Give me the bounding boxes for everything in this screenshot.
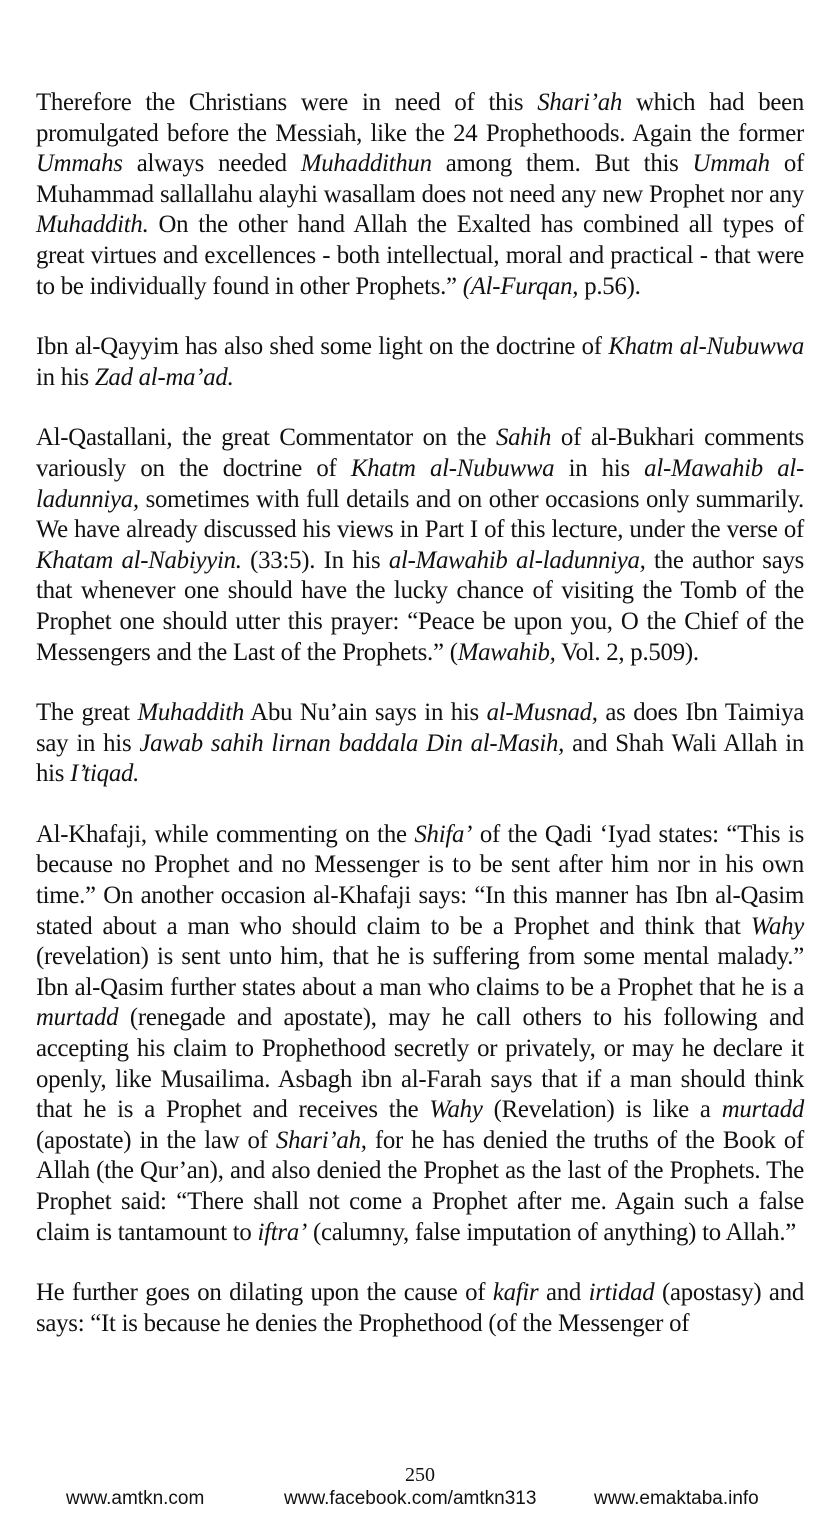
italic-term: Muhaddithun: [300, 150, 432, 178]
footer-link-amtkn[interactable]: www.amtkn.com: [66, 1488, 205, 1509]
text-run: of al-Bukhari comments variously on the doctrine of: [36, 424, 805, 482]
text-run: the author says that whenever one should have the lucky chance of visiting the Tomb of the Prophet one should utter this prayer: “Peace be upon you, O the Chief of the Messengers and the Last of the Prophets.” (: [36, 546, 804, 666]
text-run: as does Ibn Taimiya say in his: [36, 699, 804, 757]
italic-term: Wahy: [750, 912, 804, 940]
paragraph: [36, 820, 804, 1248]
italic-term: irtidad: [588, 1279, 655, 1307]
paragraph: [36, 88, 804, 302]
text-run: and Shah Wali Allah in his: [36, 729, 804, 788]
italic-term: al-Mawahib al-ladunniya,: [36, 454, 804, 513]
italic-term: Muhaddith.: [36, 211, 149, 239]
italic-term: Khatm al-Nubuwwa: [608, 333, 804, 361]
italic-term: I’tiqad.: [70, 760, 140, 788]
italic-term: al-Musnad,: [486, 699, 598, 727]
italic-term: (Al-Furqan,: [462, 272, 579, 300]
italic-term: Khatm al-Nubuwwa: [350, 454, 555, 482]
text-run: in his: [554, 454, 645, 482]
text-run: for he has denied the truths of the Book of Allah (the Qur’an), and also denied the Prophet as the last of the Prophets. The Prophet said: “There shall not come a Prophet after me. Again such a false claim is tantamount to: [36, 1126, 804, 1246]
italic-term: iftra’: [257, 1218, 307, 1246]
paragraph: [36, 698, 804, 790]
text-run: (apostate) in the law of: [36, 1126, 276, 1154]
text-run: p.56).: [578, 272, 641, 300]
text-run: of Muhammad sallallahu alayhi wasallam does not need any new Prophet nor any: [36, 150, 805, 208]
text-run: among them. But this: [431, 150, 693, 178]
paragraph: [36, 1278, 804, 1339]
footer-link-facebook[interactable]: www.facebook.com/amtkn313: [284, 1488, 537, 1509]
italic-term: Muhaddith: [137, 699, 245, 727]
text-run: and: [538, 1279, 589, 1307]
text-run: Therefore the Christians were in need of this: [36, 89, 538, 116]
text-run: sometimes with full details and on other occasions only summarily. We have already discussed his views in Part I of this lecture, under the verse of: [36, 485, 804, 544]
text-run: Abu Nu’ain says in his: [244, 699, 487, 727]
text-run: Ibn al-Qayyim has also shed some light on the doctrine of: [36, 333, 609, 361]
italic-term: Mawahib,: [457, 638, 556, 666]
text-run: The great: [36, 699, 138, 727]
text-run: (renegade and apostate), may he call others to his following and accepting his claim to Prophethood secretly or privately, or may he declare it openly, like Musailima. Asbagh ibn al-Farah says that if a man should think that he is a Prophet and receives the: [36, 1004, 804, 1124]
italic-term: kafir: [492, 1279, 539, 1307]
italic-term: Ummahs: [36, 150, 123, 178]
italic-term: Jawab sahih lirnan baddala Din al-Masih,: [139, 729, 565, 757]
text-run: Al-Qastallani, the great Commentator on the: [36, 424, 496, 452]
text-run: Vol. 2, p.509).: [555, 638, 699, 666]
text-run: (revelation) is sent unto him, that he is suffering from some mental malady.” Ibn al-Qasim further states about a man who claims to be a Prophet that he is a: [36, 943, 804, 1001]
italic-term: Wahy: [429, 1096, 483, 1124]
italic-term: murtadd: [36, 1004, 119, 1032]
italic-term: Shari’ah,: [275, 1126, 367, 1154]
text-run: of the Qadi ‘Iyad states: “This is because no Prophet and no Messenger is to be sent after him nor in his own time.” On another occasion al-Khafaji says: “In this manner has Ibn al-Qasim stated about a man who should claim to be a Prophet and think that: [36, 820, 804, 940]
text-run: (calumny, false imputation of anything) to Allah.”: [307, 1218, 797, 1246]
italic-term: Sahih: [495, 424, 552, 452]
footer: [0, 1488, 840, 1518]
footer-link-emaktaba[interactable]: www.emaktaba.info: [594, 1488, 759, 1509]
text-run: (33:5). In his: [241, 546, 389, 574]
page-body: [36, 88, 804, 1339]
italic-term: murtadd: [721, 1096, 804, 1124]
italic-term: al-Mawahib al-ladunniya,: [388, 546, 646, 574]
paragraph: [36, 423, 804, 668]
text-run: always needed: [122, 150, 301, 178]
page-number: 250: [405, 1464, 435, 1486]
paragraph: [36, 332, 804, 393]
italic-term: Shari’ah: [537, 89, 623, 116]
italic-term: Zad al-ma’ad.: [94, 363, 234, 391]
italic-term: Ummah: [692, 150, 770, 178]
italic-term: Khatam al-Nabiyyin.: [36, 546, 242, 574]
text-run: He further goes on dilating upon the cause of: [36, 1279, 493, 1307]
text-run: (apostasy) and says: “It is because he denies the Prophethood (of the Messenger of: [36, 1279, 804, 1337]
text-run: which had been promulgated before the Messiah, like the 24 Prophethoods. Again the former: [36, 89, 805, 147]
text-run: On the other hand Allah the Exalted has combined all types of great virtues and excellences - both intellectual, moral and practical - that were to be individually found in other Prophets.”: [36, 211, 804, 300]
italic-term: Shifa’: [414, 820, 473, 848]
text-run: (Revelation) is like a: [482, 1096, 722, 1124]
text-run: in his: [36, 363, 95, 391]
text-run: Al-Khafaji, while commenting on the: [36, 820, 415, 848]
